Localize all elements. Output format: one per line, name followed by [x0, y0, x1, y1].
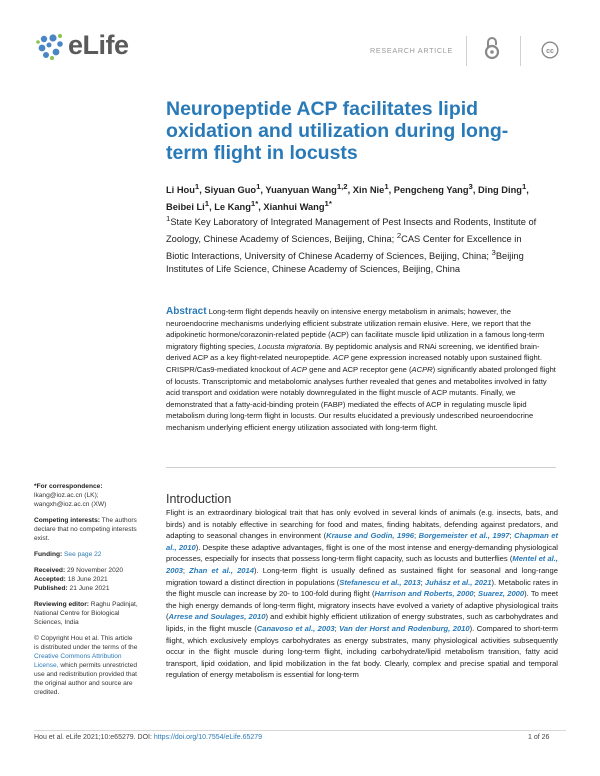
- introduction-body: [166, 507, 558, 681]
- intro-text: ). Metabolic rates in the flight muscle can increase by 20- to 100-fold during flight (: [166, 577, 558, 599]
- funding: Funding: See page 22: [34, 551, 102, 558]
- citation-link[interactable]: Krause and Godin, 1996: [326, 531, 414, 541]
- license-link[interactable]: Creative Commons Attribution License,: [34, 653, 122, 669]
- email-link[interactable]: lkang@ioz.ac.cn (LK);: [34, 492, 99, 499]
- citation-link[interactable]: Suarez, 2000: [478, 589, 525, 599]
- logo-text: eLife: [68, 30, 129, 60]
- article-type: RESEARCH ARTICLE: [370, 46, 453, 55]
- funding-link[interactable]: See page 22: [62, 551, 102, 558]
- cc-text: cc: [546, 48, 554, 55]
- reviewing-editor: Reviewing editor: Raghu Padinjat, National Centre for Biological Sciences, India: [34, 601, 138, 626]
- section-heading: Introduction: [166, 492, 232, 506]
- elife-logo-icon: [34, 30, 66, 62]
- page-number: 1 of 26: [528, 734, 550, 741]
- author[interactable]: Ding Ding$^1$: [478, 182, 527, 196]
- copyright: © Copyright Hou et al. This article is distributed under the terms of the Creative Commons Attribution License, which permits unrestricted use and redistribution provided that the original author and source are credited.: [34, 635, 138, 696]
- article-info-sidebar: [34, 482, 138, 704]
- open-access-icon: [484, 36, 500, 65]
- citation-link[interactable]: Van der Horst and Rodenburg, 2010: [339, 623, 470, 633]
- intro-text: ). Compared to short-term flight, which exclusively employs carbohydrates as energy substrates, many physiological activities subsequently occur in the flight muscle during long-term flight, including carbohydrate/lipid metabolism transition, fatty acid transport, lipid oxidation, and lipid mobilization in the fat body. Clearly, complex and precise spatial and temporal regulation of energy metabolism is essential for long-term: [166, 623, 558, 680]
- email-link[interactable]: wangxh@ioz.ac.cn (XW): [34, 501, 107, 508]
- intro-text: Flight is an extraordinary biological trait that has only evolved in several kinds of animals (e.g. insects, bats, and birds) and is notably effective in searching for food and mates, finding habitats, defending against predators, and adapting to seasonal changes in environment (: [166, 508, 558, 541]
- intro-text: ). Despite these adaptive advantages, flight is one of the most intense and energy-demanding physiological processes, especially for insects that possess long-term flight capacity, such as locusts and butterflies (: [166, 542, 558, 564]
- citation-link[interactable]: Borgemeister et al., 1997: [418, 531, 510, 541]
- correspondence: *For correspondence: lkang@ioz.ac.cn (LK); wangxh@ioz.ac.cn (XW): [34, 483, 107, 508]
- intro-text: ) and exhibit highly efficient utilization of energy substrates, such as carbohydrates and lipids, in the flight muscle (: [166, 612, 558, 633]
- citation-link[interactable]: Zhan et al., 2014: [189, 565, 254, 575]
- author[interactable]: Yuanyuan Wang$^{1,2}$: [265, 182, 348, 196]
- doi-link[interactable]: https://doi.org/10.7554/eLife.65279: [153, 734, 263, 741]
- abstract: Abstract Long-term flight depends heavily on intensive energy metabolism in animals; however, the neuroendocrine mechanisms underlying efficient substrate utilization remain elusive. Here, we report that the adipokinetic hormone/corazonin-related peptide (ACP) can facilitate muscle lipid utilization in a famous long-term migratory flighting species, Locusta migratoria. By peptidomic analysis and RNAi screening, we identified brain-derived ACP as a key flight-related neuropeptide. ACP gene expression increased notably upon sustained flight. CRISPR/Cas9-mediated knockout of ACP gene and ACP receptor gene (ACPR) significantly abated prolonged flight of locusts. Transcriptomic and metabolomic analyses further revealed that genes and metabolites involved in fatty acid transport and oxidation were notably downregulated in the flight muscle of ACP mutants. Finally, we demonstrated that a fatty-acid-binding protein (FABP) mediated the effects of ACP in regulating muscle lipid metabolism during long-term flight in locusts. Our results elucidated a previously undescribed neuroendocrine mechanism underlying efficient energy utilization associated with long-term flight.: [166, 306, 556, 432]
- citation-link[interactable]: Canavoso et al., 2003: [256, 623, 335, 633]
- citation-link[interactable]: Stefanescu et al., 2013: [339, 577, 421, 587]
- author[interactable]: Le Kang$^{1*}$: [214, 199, 259, 213]
- footer-divider: [34, 730, 566, 731]
- author-list: Li Hou$^1$, Siyuan Guo$^1$, Yuanyuan Wang$^{1,2}$, Xin Nie$^1$, Pengcheng Yang$^3$, Ding Ding$^1$, Beibei Li$^1$, Le Kang$^{1*}$, Xianhui Wang$^{1*}$: [166, 182, 529, 213]
- dates: Received: 29 November 2020 Accepted: 18 June 2021 Published: 21 June 2021: [34, 567, 124, 592]
- competing-interests: Competing interests: The authors declare that no competing interests exist.: [34, 517, 137, 542]
- citation-link[interactable]: Chapman et al., 2010: [166, 531, 559, 552]
- article-title: Neuropeptide ACP facilitates lipid oxidation and utilization during long-term flight in locusts: [166, 98, 509, 164]
- copyright-icon: ©: [34, 635, 39, 642]
- author[interactable]: Siyuan Guo$^1$: [204, 182, 261, 196]
- intro-text: ;: [509, 531, 515, 541]
- citation-link[interactable]: Mentel et al., 2003: [166, 554, 559, 575]
- citation-link[interactable]: Juhász et al., 2021: [424, 577, 492, 587]
- intro-text: ). To meet the high energy demands of long-term flight, migratory insects have evolved a variety of adaptive physiological traits (: [166, 589, 558, 622]
- author[interactable]: Xianhui Wang$^{1*}$: [263, 199, 332, 213]
- author[interactable]: Pengcheng Yang$^3$: [393, 182, 473, 196]
- intro-text: ;: [413, 531, 419, 541]
- header-divider-2: [520, 36, 521, 66]
- intro-text: ). Long-term flight is usually defined as sustained flight for seasonal and long-range migration toward a distinct direction in populations (: [166, 565, 558, 587]
- author[interactable]: Xin Nie$^1$: [352, 182, 389, 196]
- author[interactable]: Li Hou$^1$: [166, 182, 200, 196]
- citation-link[interactable]: Harrison and Roberts, 2000: [374, 589, 474, 599]
- author[interactable]: Beibei Li$^1$: [166, 199, 210, 213]
- affiliations: $^1$State Key Laboratory of Integrated Management of Pest Insects and Rodents, Institute of Zoology, Chinese Academy of Sciences, Beijing, China; $^2$CAS Center for Excellence in Biotic Interactions, University of Chinese Academy of Sciences, Beijing, China; $^3$Beijing Institutes of Life Science, Chinese Academy of Sciences, Beijing, China: [166, 214, 537, 275]
- abstract-label: Abstract: [166, 306, 207, 317]
- intro-text: ;: [182, 565, 190, 575]
- intro-text: ;: [334, 623, 340, 633]
- intro-text: ;: [473, 589, 478, 599]
- citation-link[interactable]: Arrese and Soulages, 2010: [168, 612, 266, 622]
- abstract-divider: [166, 467, 556, 468]
- intro-text: ;: [420, 577, 425, 587]
- citation: Hou et al. eLife 2021;10:e65279. DOI: https://doi.org/10.7554/eLife.65279: [34, 734, 263, 741]
- creative-commons-icon: [541, 41, 559, 64]
- header-divider: [466, 36, 467, 66]
